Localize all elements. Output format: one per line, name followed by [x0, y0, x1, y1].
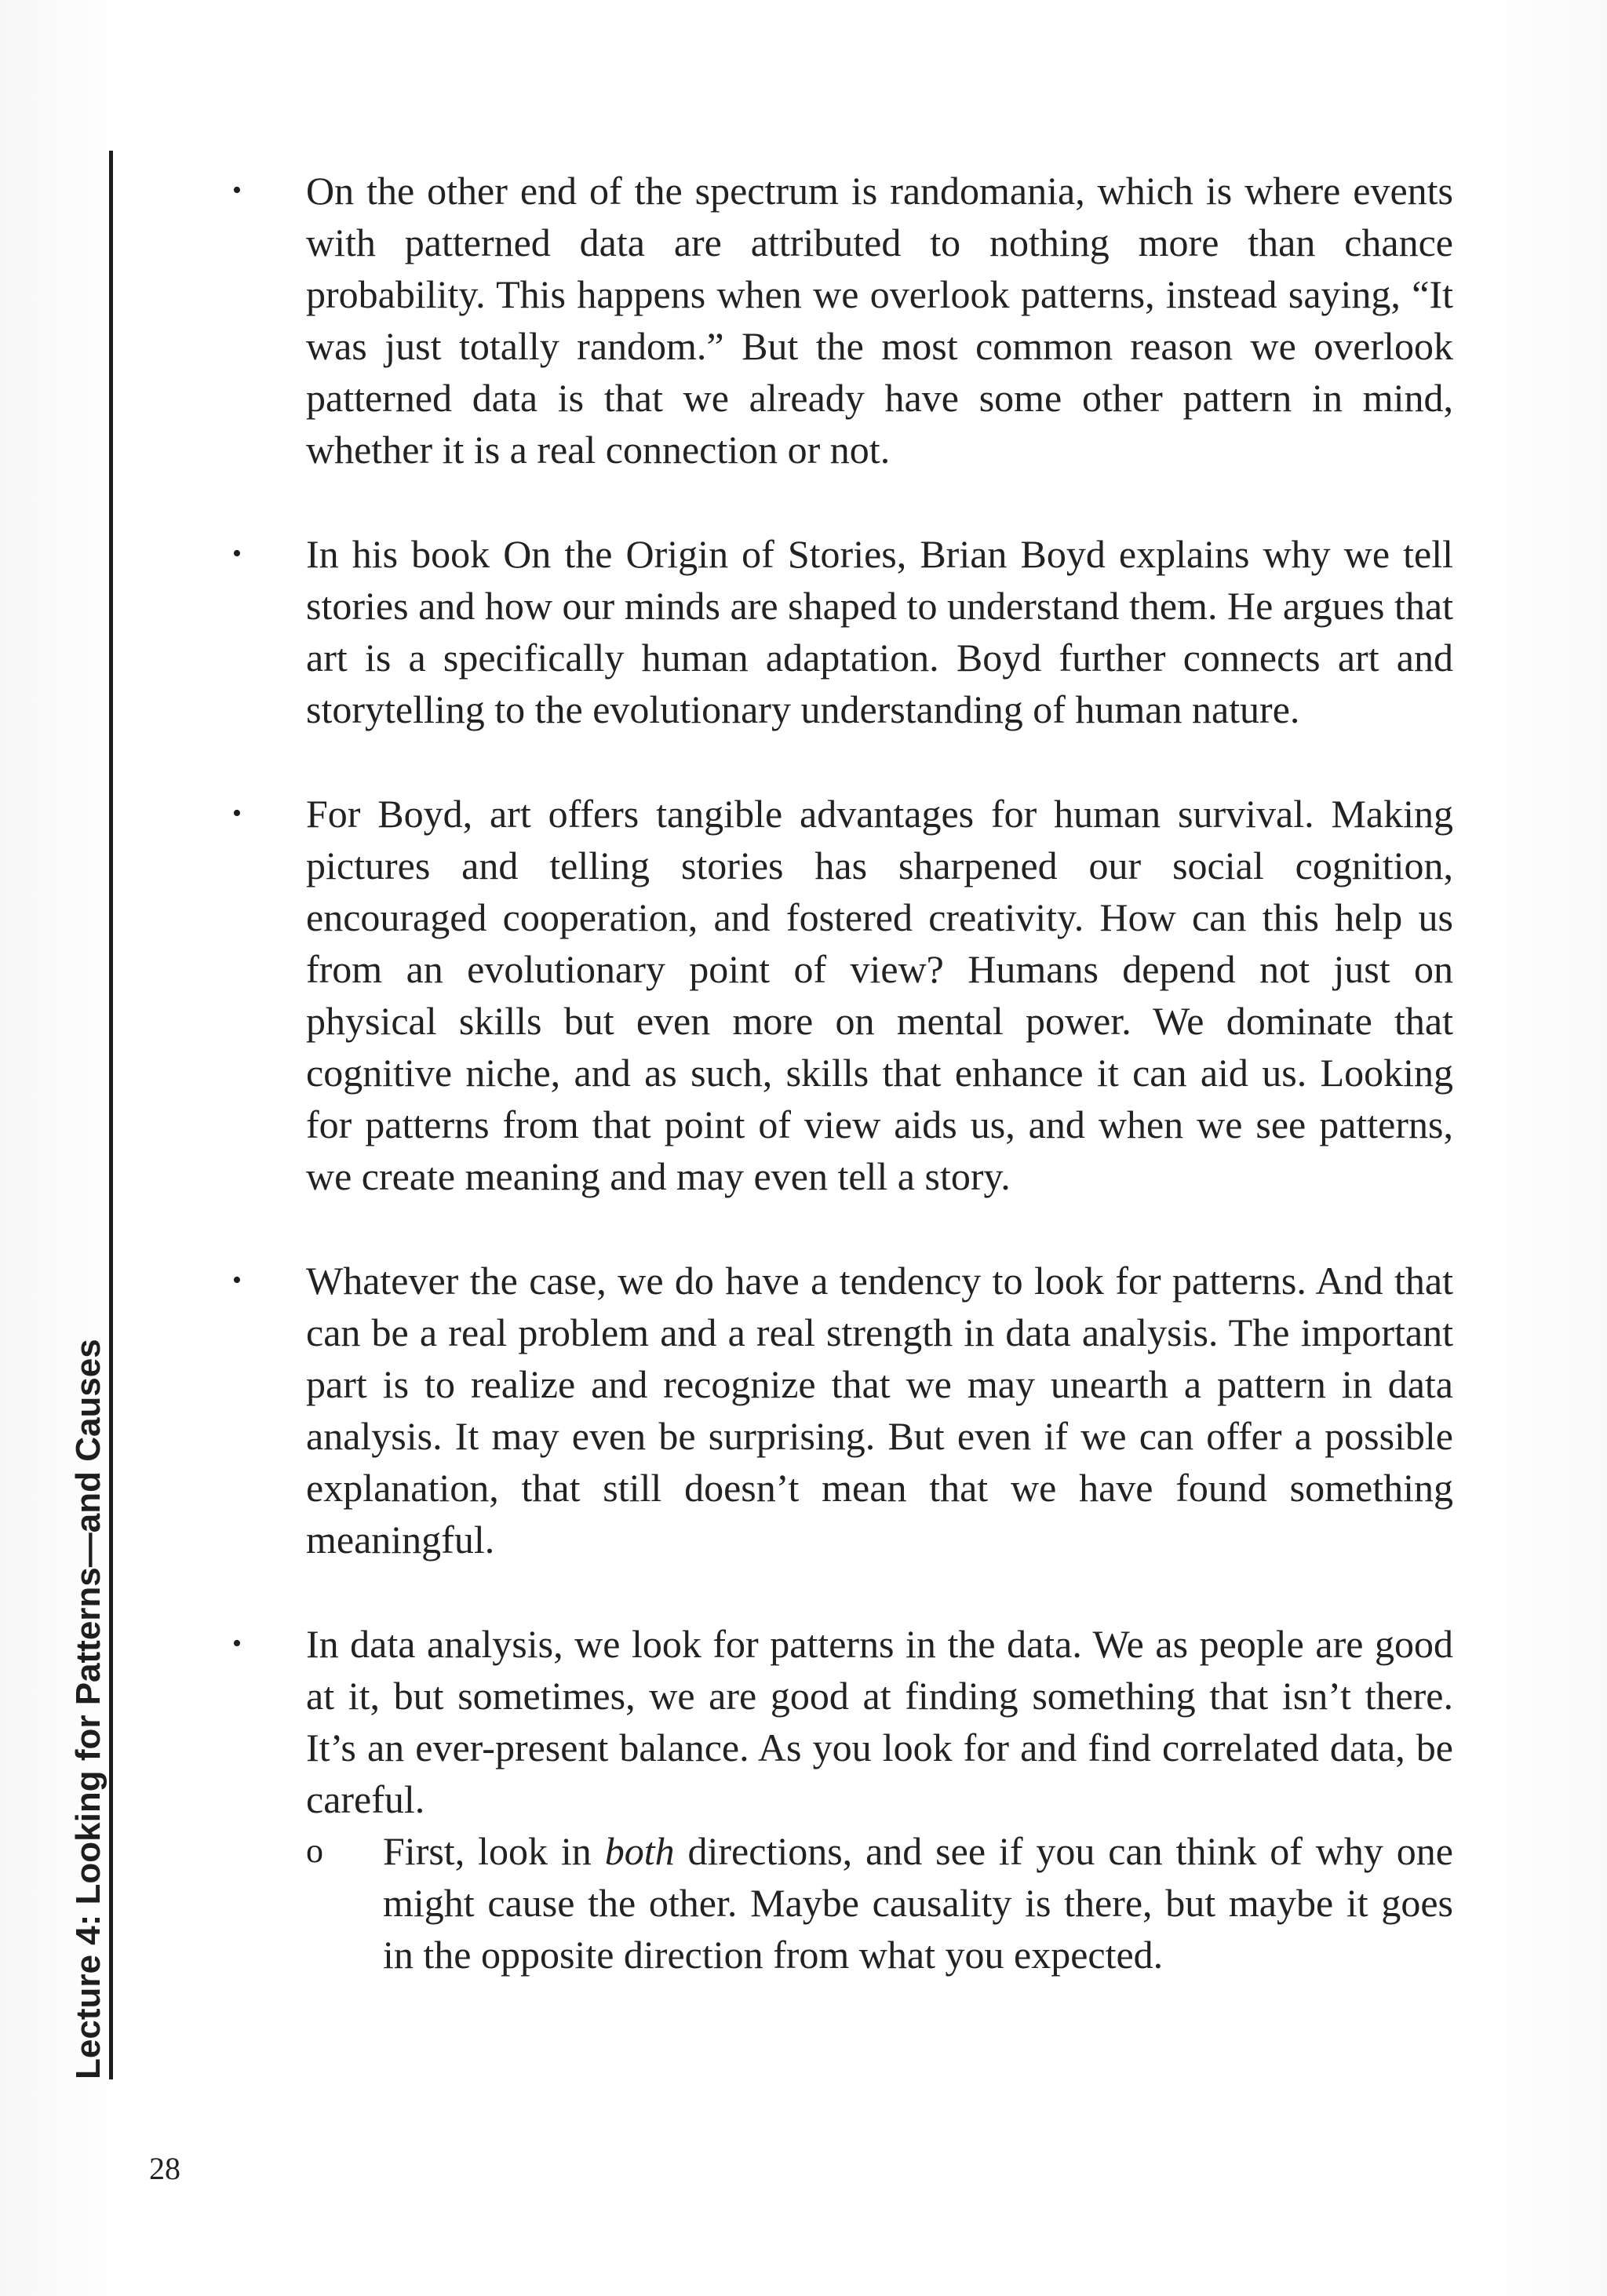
sub-bullet-icon: o: [306, 1831, 323, 1870]
bullet-item: [220, 788, 1453, 1202]
bullet-icon: •: [232, 1266, 242, 1295]
bullet-text: [306, 165, 1453, 476]
running-head: Lecture 4: Looking for Patterns—and Causes: [69, 1339, 107, 2079]
bullet-text: [306, 1618, 1453, 1825]
sub-bullet-text-part: First, look in: [383, 1829, 605, 1873]
sub-bullet-text-italic: both: [604, 1829, 675, 1873]
sub-bullet-text-part: directions, and see if you can think of why one might cause the other. Maybe causality is there, but maybe it goes in the opposite direction from what you expected.: [383, 1829, 1454, 1977]
bullet-item: [220, 165, 1453, 476]
bullet-icon: •: [232, 799, 242, 828]
page-number: 28: [149, 2151, 180, 2186]
bullet-item: [220, 1255, 1453, 1565]
bullet-icon: •: [232, 1629, 242, 1658]
bullet-text-italic: other: [1082, 376, 1163, 420]
book-title-italic: On the Origin of Stories: [503, 532, 897, 576]
bullet-item: [220, 528, 1453, 735]
bullet-icon: •: [232, 539, 242, 568]
bullet-text-part: Whatever the case, we do have a tendency to look for patterns. And that can be a real problem and a real strength in data analysis. The important part is to realize and recognize that we may unearth a pattern in data analysis. It may even be surprising. But even if we can offer a possible explanation, that still doesn’t mean that we have found something meaningful.: [306, 1259, 1453, 1562]
bullet-icon: •: [232, 176, 242, 205]
sub-bullet-text: [383, 1825, 1453, 1981]
bullet-text-part: In his book: [306, 532, 504, 576]
sub-bullet-item: [306, 1825, 1453, 1981]
main-content: [220, 165, 1453, 2033]
bullet-text: [306, 788, 1453, 1202]
bullet-text-part: On the other end of the spectrum is randomania, which is where events with patterned data are attributed to nothing more than chance probability. This happens when we overlook patterns, instead saying, “It was just totally random.” But the most common reason we overlook patterned data is that we already have some: [306, 169, 1453, 420]
bullet-text: [306, 528, 1453, 735]
bullet-text-part: , Brian Boyd explains why we tell stories and how our minds are shaped to understand them. He argues that art is a specifically human adaptation. Boyd further connects art and storytelling to the evolutionary understanding of human nature.: [306, 532, 1453, 731]
bullet-text: [306, 1255, 1453, 1565]
bullet-text-part: pattern in mind, whether it is a real connection or not.: [306, 376, 1453, 472]
bullet-item: [220, 1618, 1453, 1981]
bullet-text-part: For Boyd, art offers tangible advantages for human survival. Making pictures and telling stories has sharpened our social cognition, encouraged cooperation, and fostered creativity. How can this help us from an evolutionary point of view? Humans depend not just on physical skills but even more on mental power. We dominate that cognitive niche, and as such, skills that enhance it can aid us. Looking for patterns from that point of view aids us, and when we see patterns, we create meaning and may even tell a story.: [306, 792, 1453, 1198]
bullet-text-part: In data analysis, we look for patterns in the data. We as people are good at it, but sometimes, we are good at finding something that isn’t there. It’s an ever-present balance. As you look for and find correlated data, be careful.: [306, 1622, 1453, 1821]
